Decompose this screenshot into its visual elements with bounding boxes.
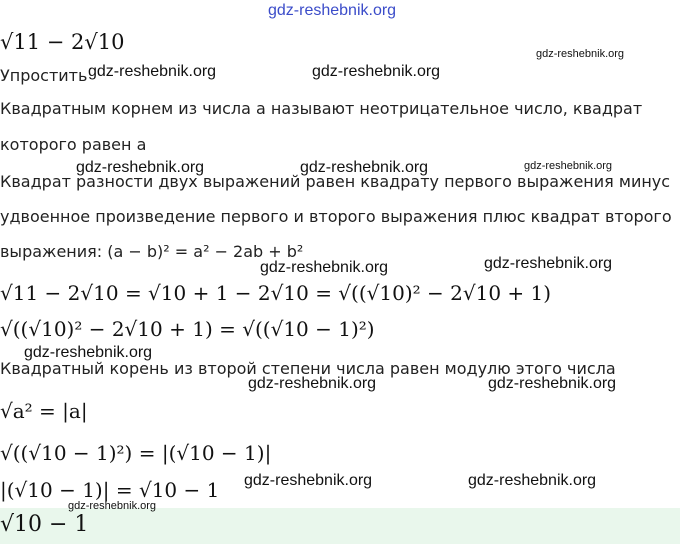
watermark: gdz-reshebnik.org [260,259,389,276]
definition-square-line3: выражения: (a − b)² = a² − 2ab + b² [0,242,304,261]
step-2: √((√10)² − 2√10 + 1) = √((√10 − 1)²) [0,317,375,341]
watermark: gdz-reshebnik.org [244,472,373,489]
watermark: gdz-reshebnik.org [24,344,153,361]
watermark: gdz-reshebnik.org [76,159,205,176]
watermark: gdz-reshebnik.org [312,63,441,80]
watermark-top: gdz-reshebnik.org [268,2,397,19]
watermark: gdz-reshebnik.org [488,375,617,392]
watermark: gdz-reshebnik.org [468,472,597,489]
rule-formula: √a² = |a| [0,399,88,423]
watermark: gdz-reshebnik.org [300,159,429,176]
task-label: Упростить [0,66,88,85]
step-3: √((√10 − 1)²) = |(√10 − 1)| [0,441,272,465]
watermark: gdz-reshebnik.org [484,255,613,272]
step-4: |(√10 − 1)| = √10 − 1 [0,478,220,502]
definition-root-line1: Квадратным корнем из числа a называют неотрицательное число, квадрат [0,99,643,118]
watermark: gdz-reshebnik.org [524,160,613,172]
step-1: √11 − 2√10 = √10 + 1 − 2√10 = √((√10)² − 2√10 + 1) [0,281,552,305]
definition-root-line2: которого равен a [0,135,147,154]
definition-square-line2: удвоенное произведение первого и второго выражения плюс квадрат второго [0,207,672,226]
watermark: gdz-reshebnik.org [536,48,625,60]
answer-value: √10 − 1 [0,512,89,537]
rule-text: Квадратный корень из второй степени числа равен модулю этого числа [0,359,616,378]
expression-title: √11 − 2√10 [0,30,125,54]
definition-square-line1: Квадрат разности двух выражений равен квадрату первого выражения минус [0,172,671,191]
watermark: gdz-reshebnik.org [68,500,157,512]
watermark: gdz-reshebnik.org [248,375,377,392]
watermark: gdz-reshebnik.org [88,63,217,80]
answer-highlight [0,508,680,544]
